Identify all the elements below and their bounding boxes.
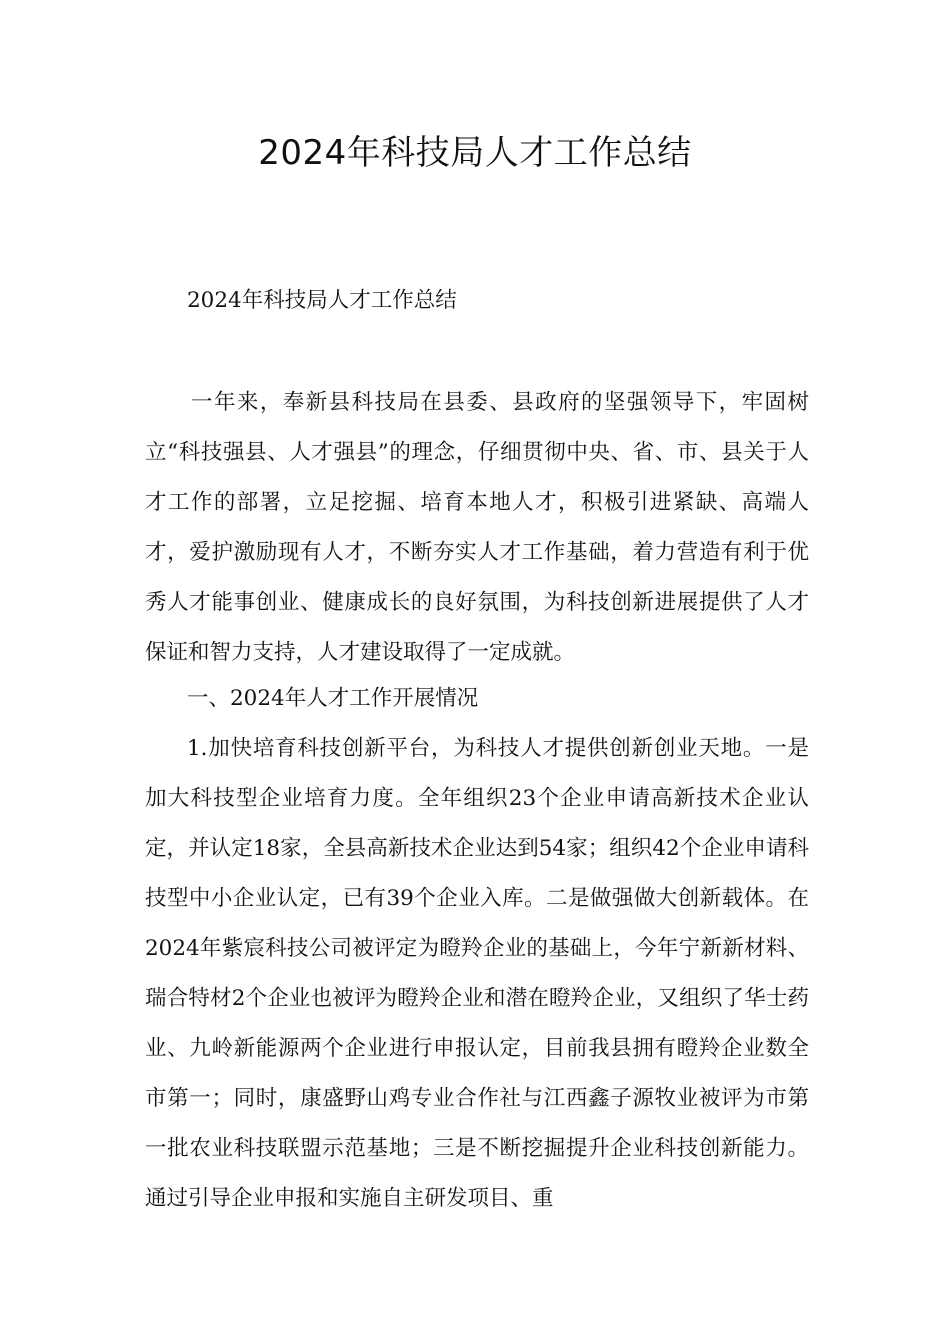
section-heading: 一、2024年人才工作开展情况 bbox=[187, 686, 479, 711]
document-subtitle: 2024年科技局人才工作总结 bbox=[187, 288, 457, 313]
paragraph-intro: 一年来，奉新县科技局在县委、县政府的坚强领导下，牢固树立“科技强县、人才强县”的理念，仔细贯彻中央、省、市、县关于人才工作的部署，立足挖掘、培育本地人才，积极引进紧缺、高端人才，爱护激励现有人才，不断夯实人才工作基础，着力营造有利于优秀人才能事创业、健康成长的良好氛围，为科技创新进展提供了人才保证和智力支持，人才建设取得了一定成就。 bbox=[145, 390, 809, 665]
document-title: 2024年科技局人才工作总结 bbox=[258, 133, 692, 173]
paragraph-platform: 1.加快培育科技创新平台，为科技人才提供创新创业天地。一是加大科技型企业培育力度。全年组织23个企业申请高新技术企业认定，并认定18家，全县高新技术企业达到54家；组织42个企业申请科技型中小企业认定，已有39个企业入库。二是做强做大创新载体。在2024年紫宸科技公司被评定为瞪羚企业的基础上，今年宁新新材料、瑞合特材2个企业也被评为瞪羚企业和潜在瞪羚企业，又组织了华士药业、九岭新能源两个企业进行申报认定，目前我县拥有瞪羚企业数全市第一；同时，康盛野山鸡专业合作社与江西鑫子源牧业被评为市第一批农业科技联盟示范基地；三是不断挖掘提升企业科技创新能力。通过引导企业申报和实施自主研发项目、重 bbox=[145, 736, 809, 1211]
